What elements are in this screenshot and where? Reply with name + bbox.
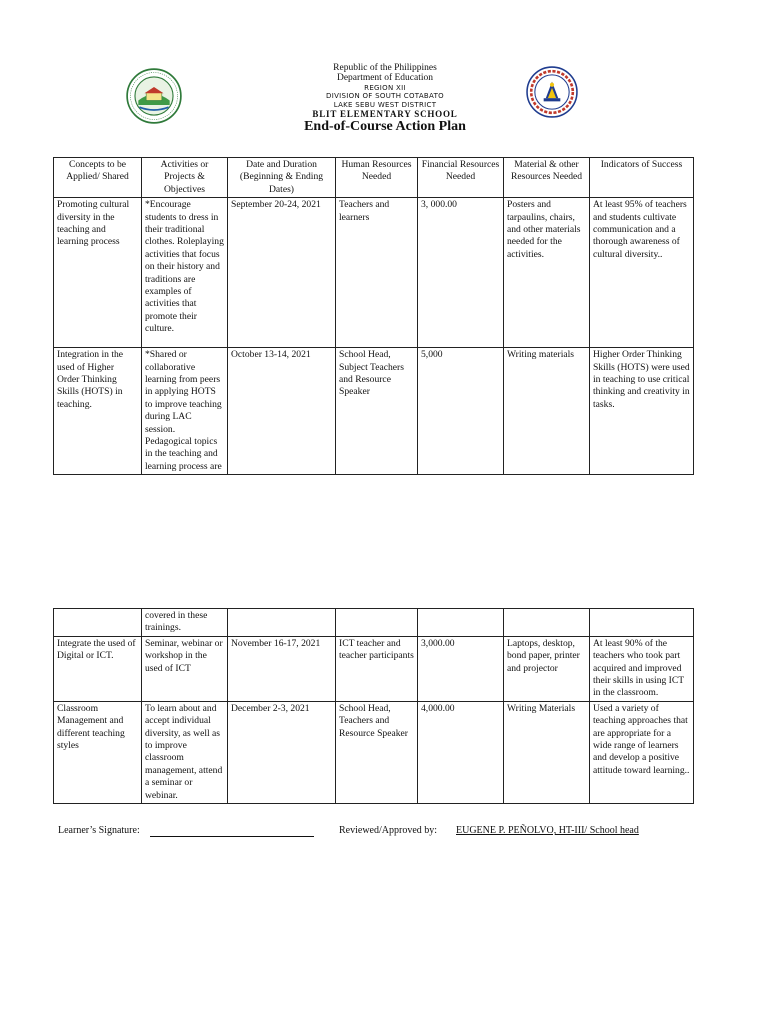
table-cell: 5,000 [418, 348, 504, 475]
table-cell: Integrate the used of Digital or ICT. [54, 636, 142, 701]
column-header: Date and Duration (Beginning & Ending Dates) [228, 158, 336, 198]
column-header: Concepts to be Applied/ Shared [54, 158, 142, 198]
table-cell: ICT teacher and teacher participants [336, 636, 418, 701]
column-header: Financial Resources Needed [418, 158, 504, 198]
table-cell: At least 90% of the teachers who took part acquired and improved their skills in using ICT in the classroom. [590, 636, 694, 701]
country-line: Republic of the Philippines [333, 63, 437, 73]
column-header: Activities or Projects & Objectives [142, 158, 228, 198]
table-cell [590, 609, 694, 637]
table-cell: *Encourage students to dress in their traditional clothes. Roleplaying activities that focus on their history and traditions are examples of activities that promote their culture. [142, 198, 228, 348]
school-seal-icon [126, 68, 182, 124]
page-title: End-of-Course Action Plan [304, 119, 466, 135]
division-line: DIVISION OF SOUTH COTABATO [326, 92, 444, 101]
table-row [54, 348, 694, 475]
table-header-row [54, 158, 694, 198]
table-cell: Writing Materials [504, 701, 590, 803]
table-cell: September 20-24, 2021 [228, 198, 336, 348]
table-cell: Seminar, webinar or workshop in the used of ICT [142, 636, 228, 701]
table-row [54, 198, 694, 348]
table-cell: Classroom Management and different teaching styles [54, 701, 142, 803]
table-cell [336, 609, 418, 637]
table-cell [418, 609, 504, 637]
signature-label: Learner’s Signature: [58, 825, 140, 836]
reviewed-label: Reviewed/Approved by: [339, 825, 438, 836]
table-cell: School Head, Subject Teachers and Resource Speaker [336, 348, 418, 475]
table-row [54, 701, 694, 803]
column-header: Human Resources Needed [336, 158, 418, 198]
table-cell: 3,000.00 [418, 636, 504, 701]
table-cell [228, 609, 336, 637]
table-cell: Integration in the used of Higher Order Thinking Skills (HOTS) in teaching. [54, 348, 142, 475]
table-cell: Higher Order Thinking Skills (HOTS) were used in teaching to use critical thinking and creativity in tasks. [590, 348, 694, 475]
table-cell: 3, 000.00 [418, 198, 504, 348]
table-row [54, 636, 694, 701]
table-cell: 4,000.00 [418, 701, 504, 803]
table-cell: To learn about and accept individual diversity, as well as to improve classroom management, attend a seminar or webinar. [142, 701, 228, 803]
table-cell: Used a variety of teaching approaches that are appropriate for a wide range of learners and develop a positive attitude toward learning.. [590, 701, 694, 803]
table-cell: Teachers and learners [336, 198, 418, 348]
table-cell: School Head, Teachers and Resource Speaker [336, 701, 418, 803]
reviewer-name: EUGENE P. PEÑOLVO, HT-III/ School head [456, 825, 639, 836]
table-cell: *Shared or collaborative learning from peers in applying HOTS to improve teaching during LAC session. Pedagogical topics in the teaching and learning process are [142, 348, 228, 475]
table-cell [504, 609, 590, 637]
table-cell: Posters and tarpaulins, chairs, and other materials needed for the activities. [504, 198, 590, 348]
column-header: Indicators of Success [590, 158, 694, 198]
table-cell [54, 609, 142, 637]
table-cell: October 13-14, 2021 [228, 348, 336, 475]
school-name: BLIT ELEMENTARY SCHOOL [312, 108, 458, 119]
department-line: Department of Education [336, 72, 434, 83]
action-plan-table-continued [53, 608, 694, 804]
table-row [54, 609, 694, 637]
table-cell: At least 95% of teachers and students cultivate communication and a thorough awareness of cultural diversity.. [590, 198, 694, 348]
table-cell: covered in these trainings. [142, 609, 228, 637]
action-plan-table [53, 157, 694, 475]
signature-line [150, 836, 314, 837]
table-cell: Laptops, desktop, bond paper, printer and projector [504, 636, 590, 701]
region-line: REGION XII [364, 83, 406, 92]
column-header: Material & other Resources Needed [504, 158, 590, 198]
letterhead [200, 64, 570, 135]
table-cell: Writing materials [504, 348, 590, 475]
table-cell: December 2-3, 2021 [228, 701, 336, 803]
table-cell: November 16-17, 2021 [228, 636, 336, 701]
district-line: LAKE SEBU WEST DISTRICT [333, 100, 437, 109]
table-cell: Promoting cultural diversity in the teaching and learning process [54, 198, 142, 348]
